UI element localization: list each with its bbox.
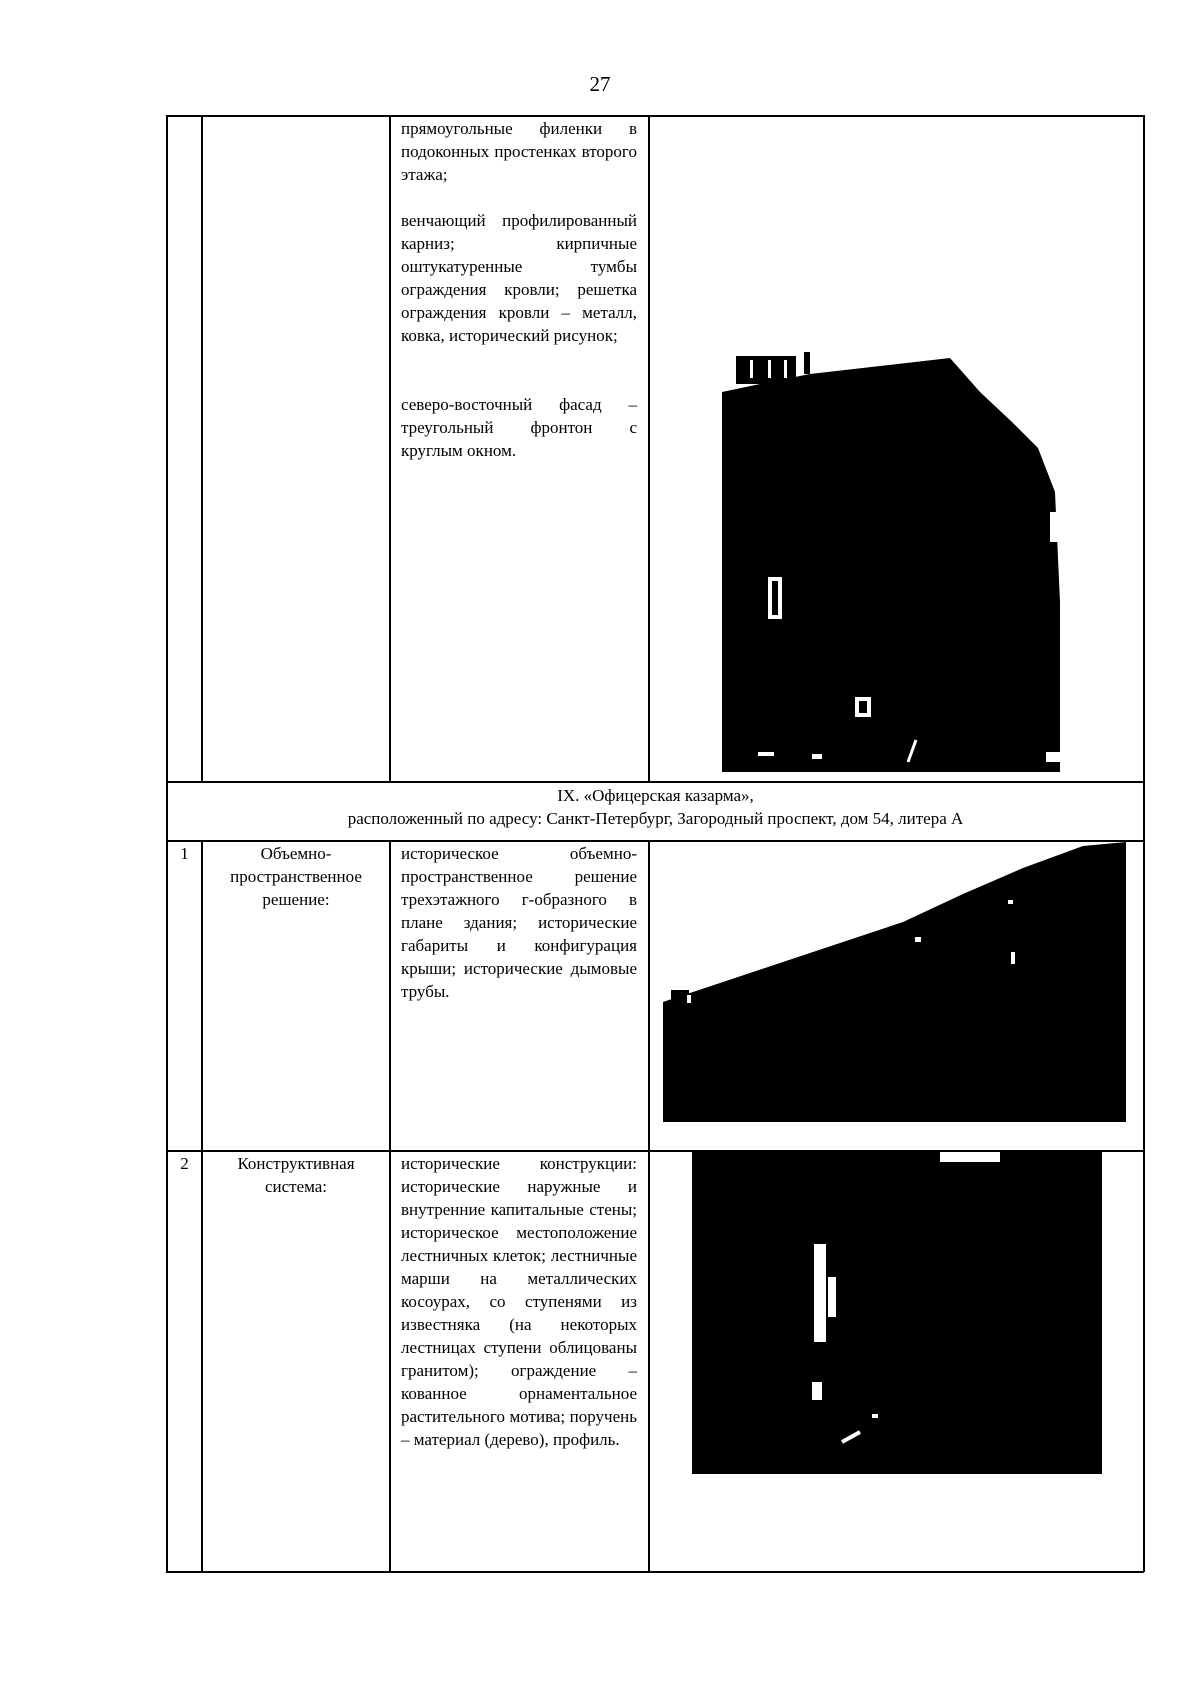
- page-number: 27: [589, 72, 611, 96]
- section-address: расположенный по адресу: Санкт-Петербург, Загородный проспект, дом 54, литера А: [347, 809, 964, 828]
- row-number: 2: [180, 1154, 189, 1173]
- element-name: Объемно-пространственное решение:: [230, 844, 362, 909]
- section-title: IX. «Офицерская казарма»,: [557, 786, 754, 805]
- staircase-photo: [692, 1152, 1102, 1474]
- continuation-row: [401, 117, 637, 462]
- building-roof-photo: [663, 842, 1126, 1122]
- description-paragraph: прямоугольные филенки в подоконных простенках второго этажа;: [401, 119, 637, 184]
- description-paragraph: венчающий профилированный карниз; кирпичные оштукатуренные тумбы ограждения кровли; решетка ограждения кровли – металл, ковка, исторический рисунок;: [401, 211, 637, 345]
- element-name: Конструктивная система:: [237, 1154, 355, 1196]
- row-number: 1: [180, 844, 189, 863]
- building-facade-photo: [720, 352, 1065, 777]
- description-paragraph: северо-восточный фасад – треугольный фронтон с круглым окном.: [401, 395, 637, 460]
- element-description: историческое объемно-пространственное решение трехэтажного г-образного в плане здания; исторические габариты и конфигурация крыши; исторические дымовые трубы.: [401, 844, 637, 1001]
- element-description: исторические конструкции: исторические наружные и внутренние капитальные стены; историческое местоположение лестничных клеток; лестничные марши на металлических косоурах, со ступенями из известняка (на некоторых лестницах ступени облицованы гранитом); ограждение – кованное орнаментальное растительного мотива; поручень – материал (дерево), профиль.: [401, 1154, 637, 1449]
- section-heading: [168, 784, 1143, 830]
